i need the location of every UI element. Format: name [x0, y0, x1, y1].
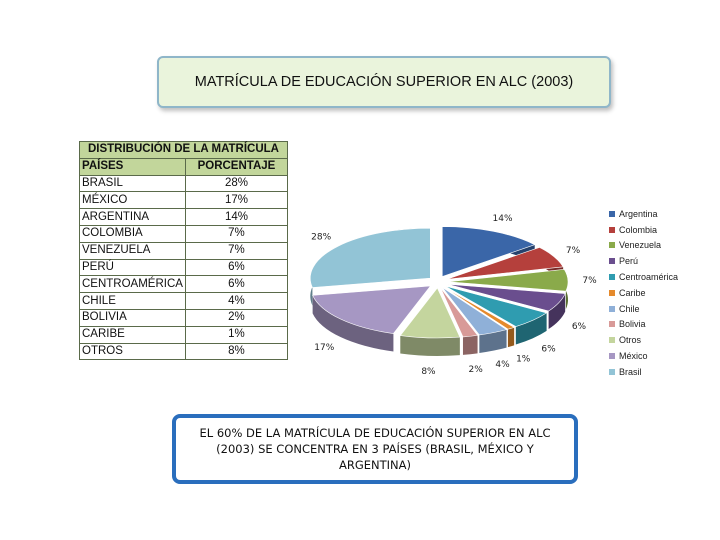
legend-label: Caribe [619, 287, 646, 298]
table-row [80, 309, 288, 326]
legend-label: Perú [619, 256, 639, 267]
legend-entry [609, 332, 678, 348]
column-header-percentage: PORCENTAJE [185, 158, 287, 175]
pie-slice-side [463, 335, 478, 355]
legend-label: Brasil [619, 366, 642, 377]
pie-chart [300, 200, 600, 380]
country-cell: OTROS [80, 343, 186, 360]
percentage-cell: 8% [185, 343, 287, 360]
legend-entry [609, 269, 678, 285]
legend-entry [609, 206, 678, 222]
table-row [80, 192, 288, 209]
percentage-cell: 6% [185, 259, 287, 276]
summary-text: EL 60% DE LA MATRÍCULA DE EDUCACIÓN SUPERIOR EN ALC (2003) SE CONCENTRA EN 3 PAÍSES (BRASIL, MÉXICO Y ARGENTINA) [199, 426, 551, 472]
pie-data-label: 17% [314, 342, 335, 353]
legend-swatch [609, 353, 615, 359]
percentage-cell: 7% [185, 242, 287, 259]
table-row [80, 242, 288, 259]
legend-entry [609, 238, 678, 254]
pie-data-label: 7% [582, 275, 597, 286]
country-cell: COLOMBIA [80, 225, 186, 242]
country-cell: CENTROAMÉRICA [80, 276, 186, 293]
distribution-table [79, 141, 288, 360]
country-cell: PERÚ [80, 259, 186, 276]
legend-label: Argentina [619, 208, 658, 219]
legend-swatch [609, 242, 615, 248]
legend-swatch [609, 369, 615, 375]
legend-entry [609, 285, 678, 301]
legend-swatch [609, 274, 615, 280]
country-cell: VENEZUELA [80, 242, 186, 259]
legend-label: Centroamérica [619, 272, 679, 283]
table-body [80, 175, 288, 360]
pie-data-label: 28% [311, 232, 332, 243]
legend-entry [609, 301, 678, 317]
percentage-cell: 17% [185, 192, 287, 209]
legend-label: Colombia [619, 224, 658, 235]
legend-swatch [609, 321, 615, 327]
chart-legend [609, 206, 678, 380]
pie-data-label: 2% [468, 364, 483, 375]
percentage-cell: 2% [185, 309, 287, 326]
pie-data-label: 1% [516, 354, 531, 365]
pie-data-label: 14% [492, 213, 513, 224]
legend-label: Venezuela [619, 240, 662, 251]
legend-entry [609, 222, 678, 238]
legend-swatch [609, 306, 615, 312]
summary-box [172, 414, 578, 484]
table-row [80, 175, 288, 192]
legend-swatch [609, 258, 615, 264]
legend-label: Otros [619, 335, 642, 346]
legend-label: Chile [619, 303, 640, 314]
page-title: MATRÍCULA DE EDUCACIÓN SUPERIOR EN ALC (2003) [194, 74, 574, 90]
pie-slice-side [508, 327, 514, 347]
percentage-cell: 6% [185, 276, 287, 293]
legend-entry [609, 317, 678, 333]
table-row [80, 225, 288, 242]
legend-swatch [609, 337, 615, 343]
percentage-cell: 1% [185, 326, 287, 343]
legend-entry [609, 364, 678, 380]
table-caption: DISTRIBUCIÓN DE LA MATRÍCULA [80, 142, 288, 159]
country-cell: BRASIL [80, 175, 186, 192]
pie-data-label: 6% [571, 322, 587, 333]
country-cell: MÉXICO [80, 192, 186, 209]
country-cell: BOLIVIA [80, 309, 186, 326]
pie-data-label: 7% [565, 245, 581, 256]
table-row [80, 276, 288, 293]
percentage-cell: 28% [185, 175, 287, 192]
table-row [80, 293, 288, 310]
country-cell: CHILE [80, 293, 186, 310]
column-header-countries: PAÍSES [80, 158, 186, 175]
percentage-cell: 14% [185, 209, 287, 226]
table-row [80, 209, 288, 226]
pie-data-label: 4% [495, 360, 510, 371]
country-cell: ARGENTINA [80, 209, 186, 226]
table-row [80, 343, 288, 360]
pie-data-label: 8% [421, 366, 436, 377]
legend-swatch [609, 211, 615, 217]
percentage-cell: 7% [185, 225, 287, 242]
legend-swatch [609, 290, 615, 296]
pie-data-label: 6% [541, 344, 556, 355]
title-box [157, 56, 611, 108]
pie-slice-side [400, 336, 460, 356]
legend-entry [609, 348, 678, 364]
legend-entry [609, 253, 678, 269]
table-row [80, 326, 288, 343]
legend-label: México [619, 351, 648, 362]
percentage-cell: 4% [185, 293, 287, 310]
country-cell: CARIBE [80, 326, 186, 343]
legend-label: Bolivia [619, 319, 646, 330]
legend-swatch [609, 227, 615, 233]
table-row [80, 259, 288, 276]
